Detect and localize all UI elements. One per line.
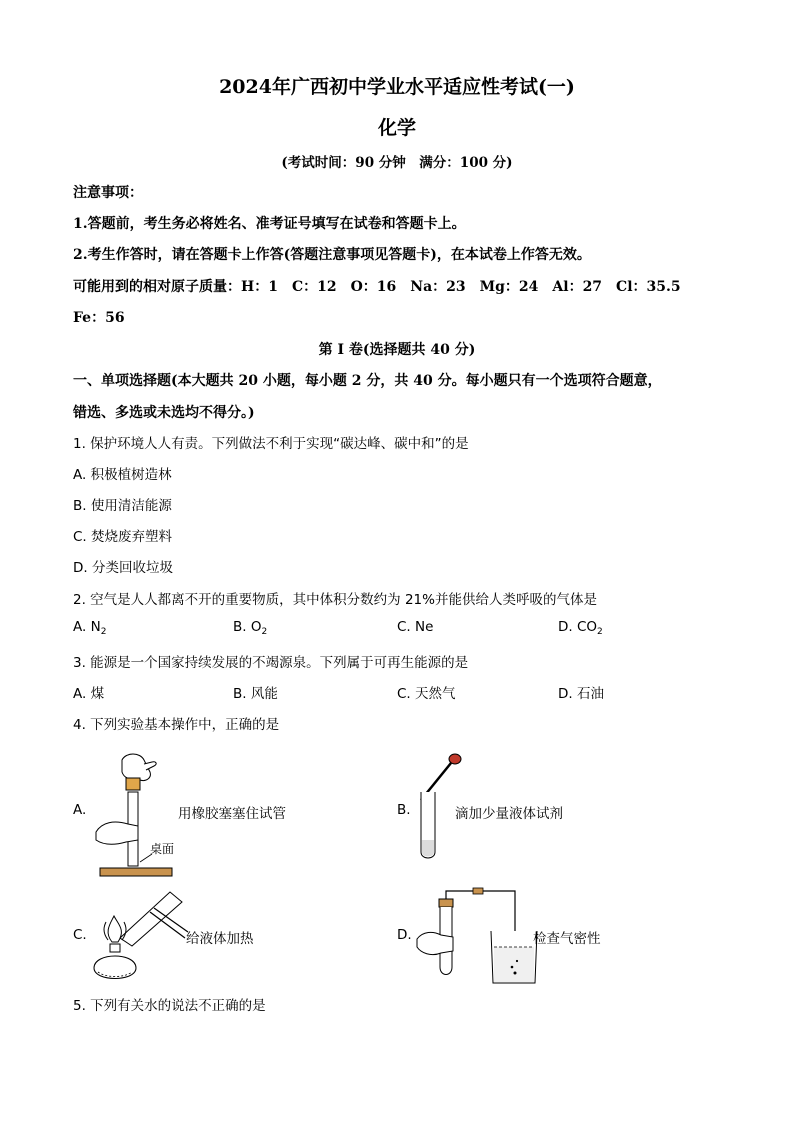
question-3-option-b: B. 风能 [233, 686, 278, 702]
notes-item-2: 2.考生作答时，请在答题卡上作答(答题注意事项见答题卡)，在本试卷上作答无效。 [73, 247, 591, 263]
question-1-option-a: A. 积极植树造林 [73, 467, 172, 483]
question-4-option-a-letter: A. [73, 802, 87, 818]
question-2-option-c: C. Ne [397, 619, 434, 635]
question-3-stem: 3. 能源是一个国家持续发展的不竭源泉。下列属于可再生能源的是 [73, 655, 469, 671]
question-1-option-c: C. 焚烧废弃塑料 [73, 529, 173, 545]
stopper-tube-illustration [92, 750, 182, 885]
atomic-masses-line2: Fe：56 [73, 310, 125, 326]
exam-info: (考试时间：90 分钟 满分：100 分) [281, 155, 513, 171]
notes-item-1: 1.答题前，考生务必将姓名、准考证号填写在试卷和答题卡上。 [73, 216, 466, 232]
question-2-option-b: B. $O_2$ [233, 619, 268, 637]
exam-title: 2024年广西初中学业水平适应性考试(一) [219, 76, 575, 98]
question-1-stem: 1. 保护环境人人有责。下列做法不利于实现“碳达峰、碳中和”的是 [73, 436, 469, 452]
question-4-option-c-caption: 给液体加热 [186, 931, 254, 947]
part-title-line1: 一、单项选择题(本大题共 20 小题，每小题 2 分，共 40 分。每小题只有一个选项符合题意， [73, 373, 662, 389]
question-4-option-c-letter: C. [73, 927, 87, 943]
question-2-option-d: D. $CO_2$ [558, 619, 603, 637]
question-1-option-b: B. 使用清洁能源 [73, 498, 172, 514]
question-2-option-a: A. $N_2$ [73, 619, 107, 637]
question-3-option-a: A. 煤 [73, 686, 105, 702]
question-3-option-d: D. 石油 [558, 686, 604, 702]
subject-title: 化学 [377, 117, 416, 139]
question-4-option-b-letter: B. [397, 802, 411, 818]
question-4-option-a-caption: 用橡胶塞塞住试管 [178, 806, 286, 822]
question-4-option-d-letter: D. [397, 927, 412, 943]
airtightness-check-illustration [415, 887, 537, 985]
atomic-masses-line1: 可能用到的相对原子质量：H：1 C：12 O：16 Na：23 Mg：24 Al：27 Cl：35.5 [73, 279, 681, 295]
volume-title: 第 I 卷(选择题共 40 分) [318, 342, 476, 358]
question-1-option-d: D. 分类回收垃圾 [73, 560, 173, 576]
notes-heading: 注意事项： [73, 185, 143, 201]
question-4-option-b-caption: 滴加少量液体试剂 [455, 806, 563, 822]
table-label: 桌面 [150, 842, 175, 856]
question-3-option-c: C. 天然气 [397, 686, 456, 702]
question-5-stem: 5. 下列有关水的说法不正确的是 [73, 998, 266, 1014]
question-4-stem: 4. 下列实验基本操作中，正确的是 [73, 717, 280, 733]
question-2-stem: 2. 空气是人人都离不开的重要物质，其中体积分数约为 21%并能供给人类呼吸的气体是 [73, 592, 597, 608]
heating-liquid-illustration [90, 880, 190, 988]
part-title-line2: 错选、多选或未选均不得分。) [73, 405, 255, 421]
question-4-option-d-caption: 检查气密性 [533, 931, 601, 947]
